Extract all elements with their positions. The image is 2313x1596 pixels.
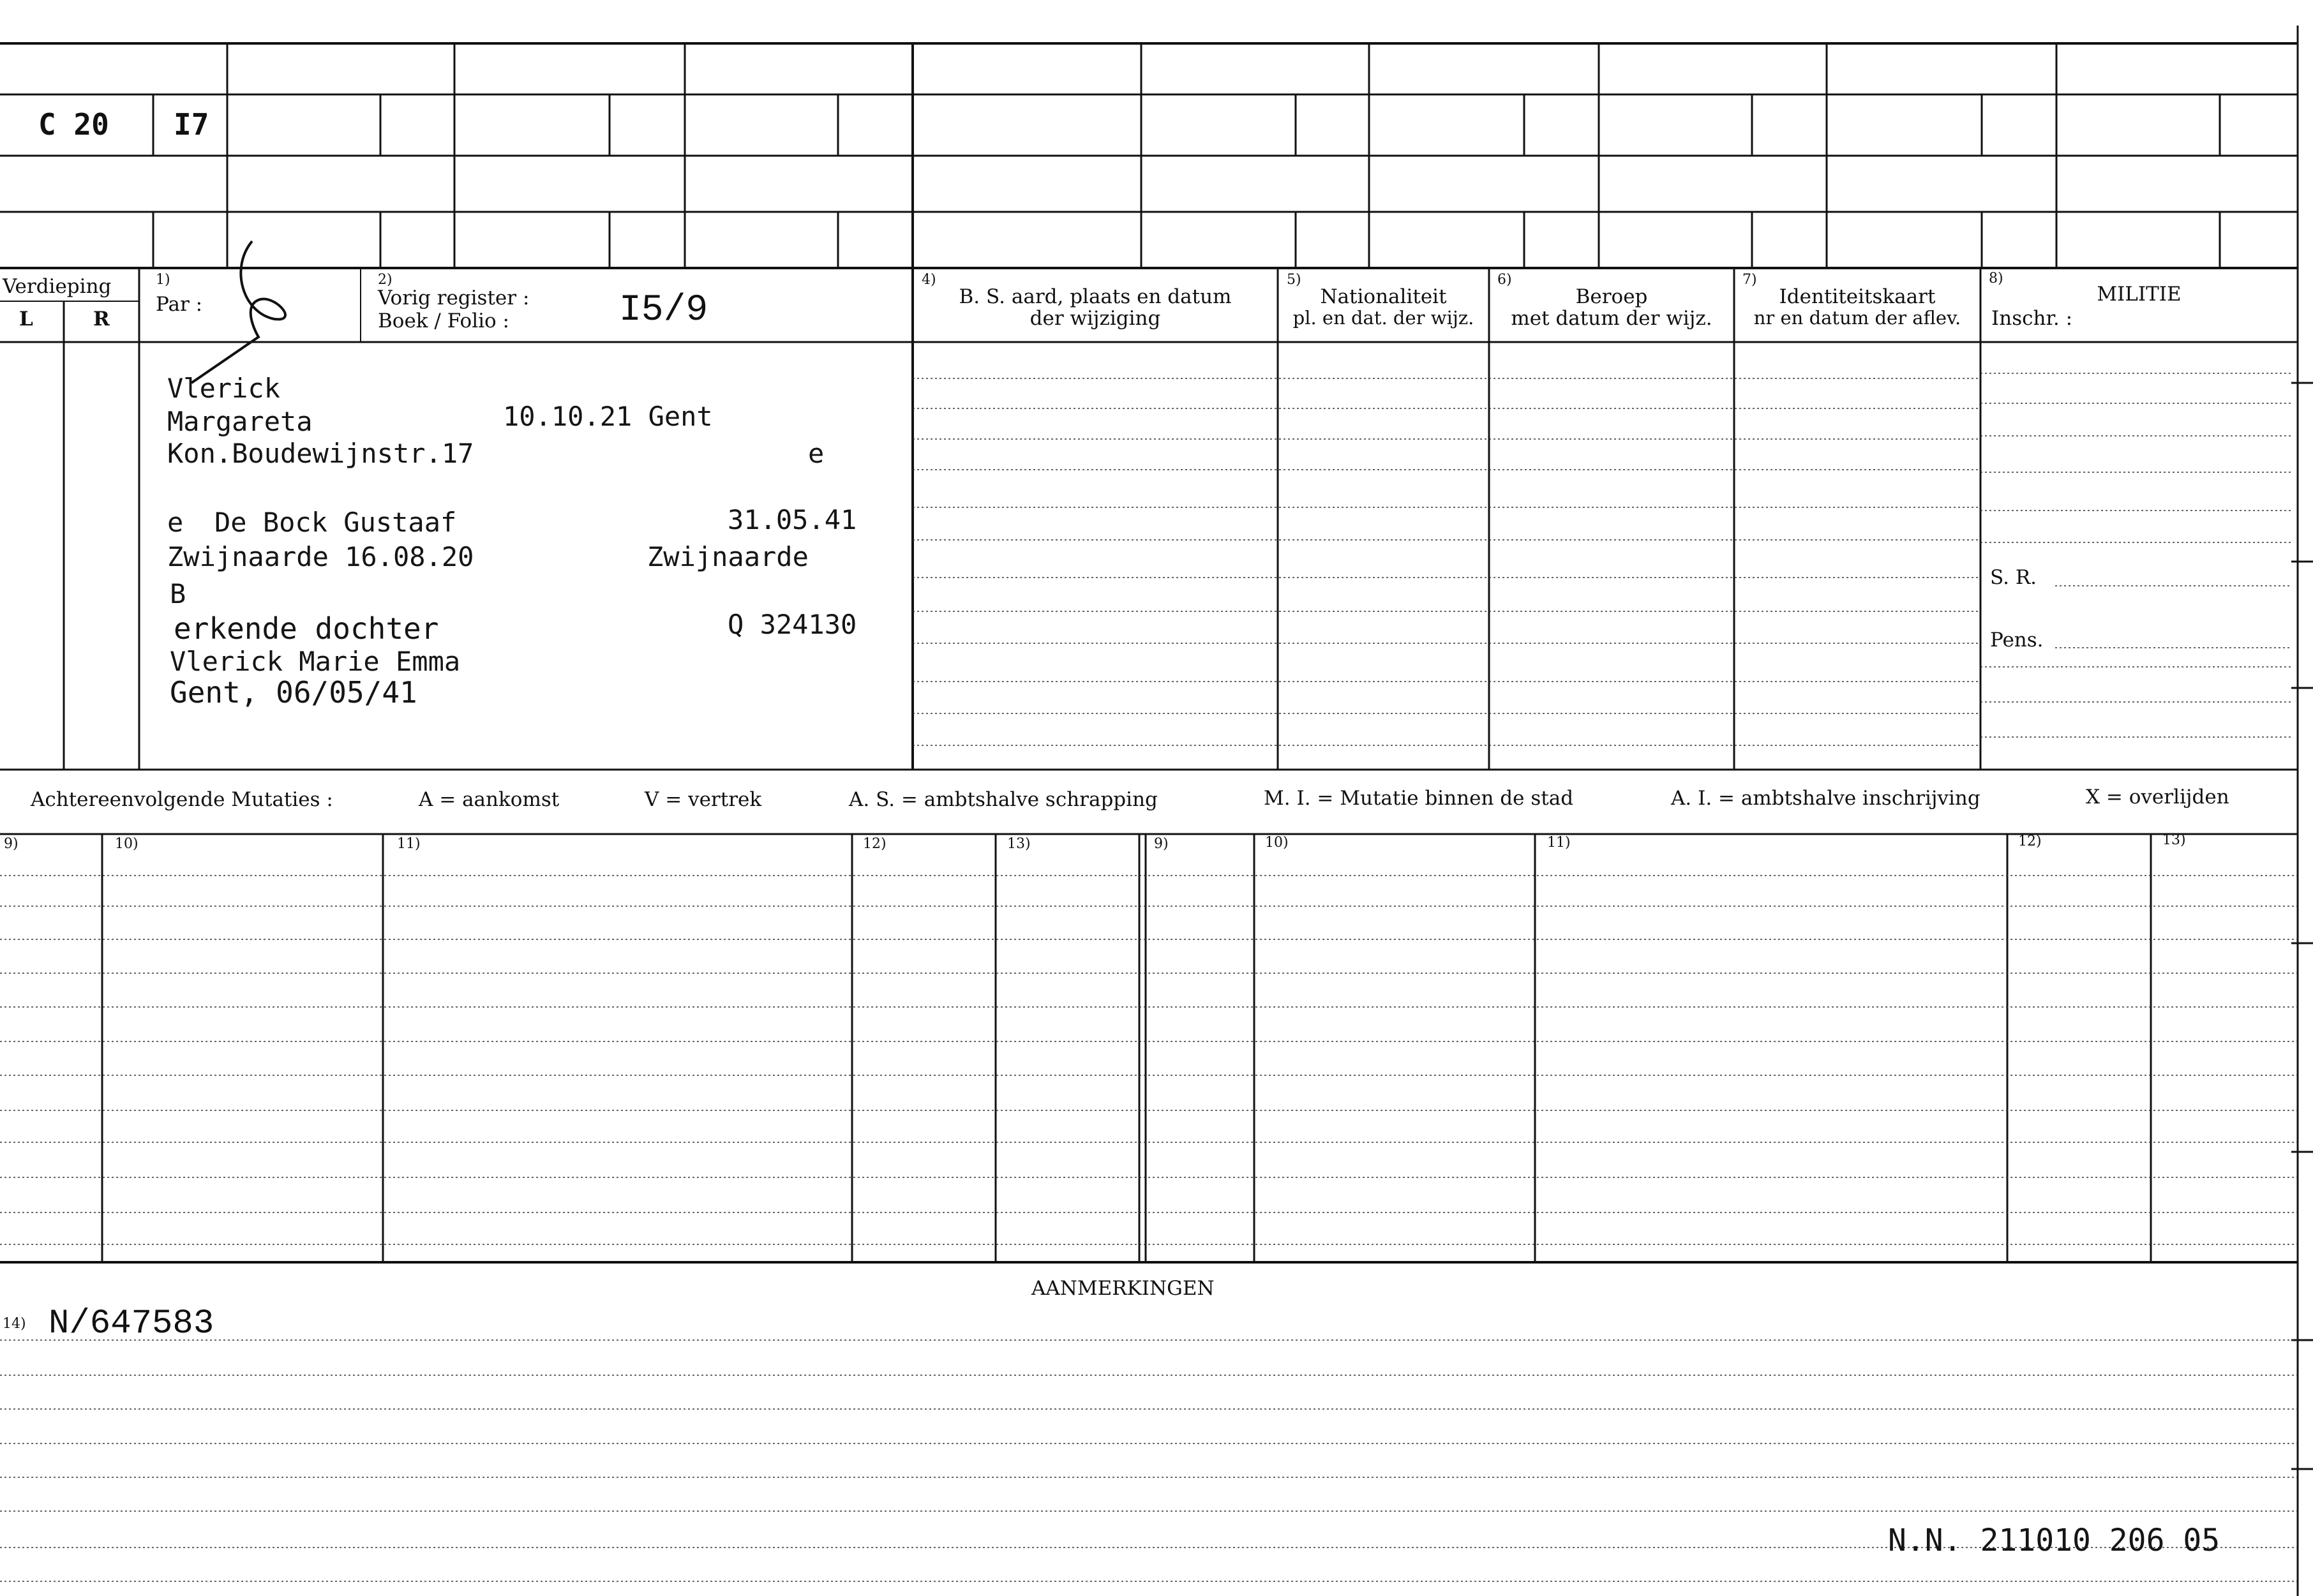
card-number: I7 — [174, 107, 209, 142]
boek-folio-value: I5/9 — [619, 290, 708, 331]
mutation-col-12b: 12) — [2018, 833, 2042, 849]
mutation-col-10a: 10) — [115, 836, 138, 852]
recognized-child: Vlerick Marie Emma — [170, 646, 461, 677]
boek-folio-label: Boek / Folio : — [378, 310, 509, 332]
recognized-place: Gent, 06/05/41 — [170, 675, 417, 710]
beroep-header-line2: met datum der wijz. — [1511, 307, 1712, 330]
legend-ambtshalve-schrapping: A. S. = ambtshalve schrapping — [849, 788, 1158, 811]
handwritten-arrow — [191, 241, 285, 383]
legend-vertrek: V = vertrek — [645, 788, 762, 811]
field-number-7: 7) — [1742, 272, 1757, 288]
field-number-5: 5) — [1287, 272, 1301, 288]
mutation-col-10b: 10) — [1265, 835, 1289, 851]
mutation-col-13b: 13) — [2162, 832, 2186, 848]
remarks-value: N/647583 — [49, 1304, 214, 1343]
field-number-8: 8) — [1989, 271, 2003, 287]
mutation-col-12a: 12) — [863, 836, 887, 852]
identiteitskaart-header-line2: nr en datum der aflev. — [1753, 307, 1961, 329]
mutation-col-11b: 11) — [1547, 835, 1571, 851]
sr-label: S. R. — [1990, 566, 2037, 589]
spouse-birth: Zwijnaarde 16.08.20 — [167, 541, 474, 572]
marriage-date: 31.05.41 — [728, 504, 857, 535]
field-number-6: 6) — [1497, 272, 1512, 288]
person-mark: e — [808, 438, 825, 469]
mutation-col-11a: 11) — [397, 836, 421, 852]
id-number: Q 324130 — [728, 609, 857, 640]
legend-ambtshalve-inschrijving: A. I. = ambtshalve inschrijving — [1671, 787, 1980, 810]
nationaliteit-header-line2: pl. en dat. der wijz. — [1292, 307, 1474, 329]
mutation-col-9b: 9) — [1154, 836, 1169, 852]
bs-header-line1: B. S. aard, plaats en datum — [959, 285, 1232, 308]
col-l-label: L — [19, 308, 33, 331]
par-label: Par : — [156, 293, 203, 316]
field-number-1: 1) — [156, 272, 170, 288]
spouse-place: Zwijnaarde — [647, 541, 809, 572]
person-address: Kon.Boudewijnstr.17 — [167, 438, 474, 469]
b-mark: B — [170, 578, 186, 609]
remarks-title: AANMERKINGEN — [1031, 1277, 1215, 1300]
card-series-code: C 20 — [38, 107, 109, 142]
militie-header: MILITIE — [2097, 283, 2182, 306]
field-number-2: 2) — [378, 272, 393, 288]
inschr-label: Inschr. : — [1991, 307, 2073, 330]
pens-label: Pens. — [1990, 629, 2044, 652]
legend-title: Achtereenvolgende Mutaties : — [31, 788, 333, 811]
identiteitskaart-header-line1: Identiteitskaart — [1779, 285, 1936, 308]
person-surname: Vlerick — [167, 373, 281, 404]
legend-overlijden: X = overlijden — [2086, 786, 2229, 809]
national-number: N.N. 211010 206 05 — [1888, 1523, 2220, 1558]
field-number-4: 4) — [922, 272, 936, 288]
beroep-header-line1: Beroep — [1575, 285, 1648, 308]
legend-mutatie-binnen-stad: M. I. = Mutatie binnen de stad — [1264, 787, 1574, 810]
mutation-col-13a: 13) — [1007, 836, 1031, 852]
verdieping-label: Verdieping — [3, 275, 112, 298]
col-r-label: R — [93, 308, 110, 331]
vorig-register-label: Vorig register : — [378, 287, 530, 310]
recognized-label: erkende dochter — [174, 611, 439, 646]
spouse-prefix: e — [167, 507, 184, 538]
person-firstname: Margareta — [167, 406, 313, 437]
bs-header-line2: der wijziging — [1029, 307, 1161, 330]
spouse-name: De Bock Gustaaf — [214, 507, 457, 538]
legend-aankomst: A = aankomst — [419, 788, 560, 811]
mutation-col-9a: 9) — [4, 836, 19, 852]
person-birth: 10.10.21 Gent — [503, 401, 713, 432]
remarks-number: 14) — [3, 1316, 26, 1332]
nationaliteit-header-line1: Nationaliteit — [1320, 285, 1447, 308]
